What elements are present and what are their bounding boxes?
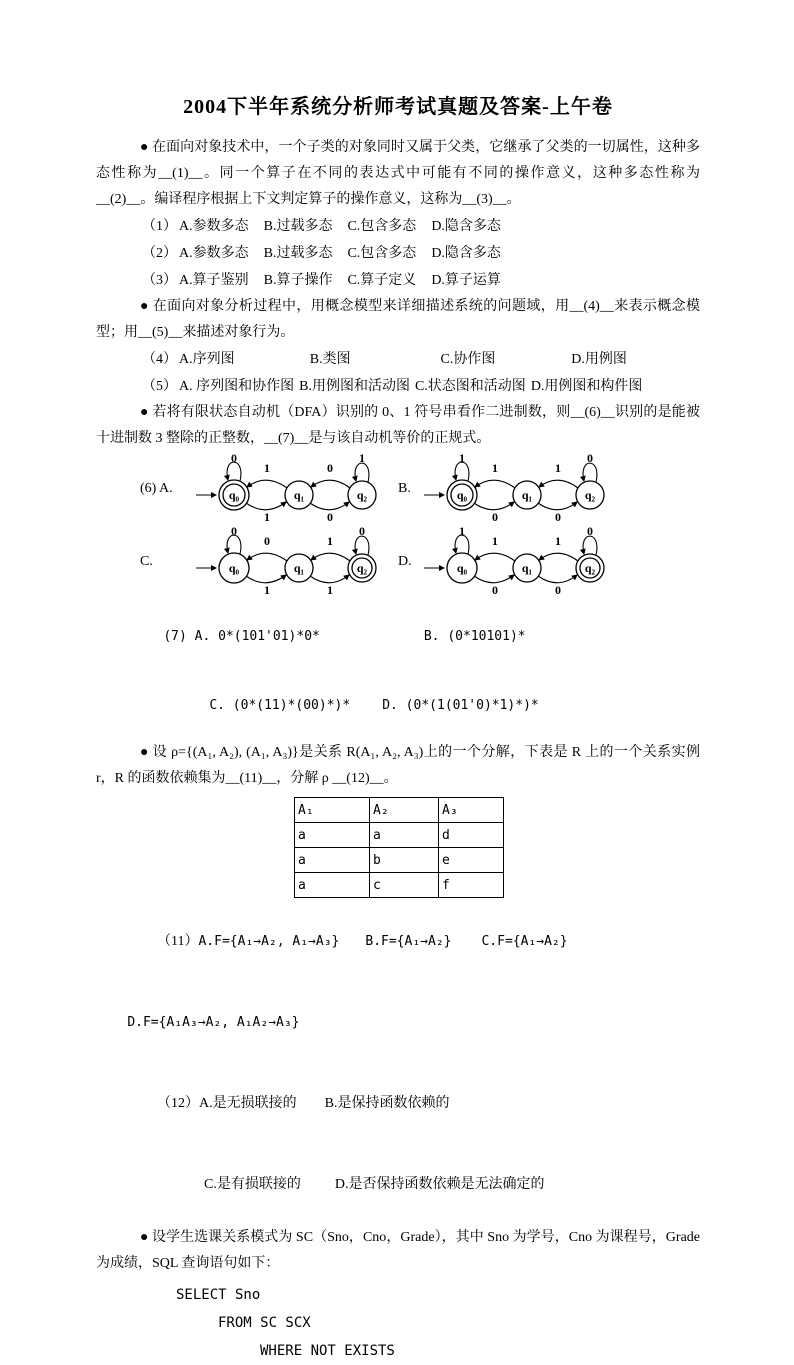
dfa-row-2 [96,526,700,598]
edge-label: 1 [555,461,561,475]
table-cell: a [295,848,370,873]
option-item-c: C.协作图 [440,352,496,367]
option-label: （2） [142,246,177,261]
options-row-q11 [96,901,700,982]
table-cell: a [295,823,370,848]
edge-label: 0 [492,510,498,524]
table-cell: b [370,848,439,873]
edge-label: 0 [555,510,561,524]
dfa-row-1 [96,453,700,525]
option-item-a: A.F={A₁→A₂, A₁→A₃} [198,934,340,949]
option-item-a: A.参数多态 [179,246,249,261]
options-row-q1 [96,213,700,240]
option-item-a: A.参数多态 [179,219,249,234]
options-row-q12-line1 [96,1063,700,1144]
table-cell: d [439,823,504,848]
page-title: 2004下半年系统分析师考试真题及答案-上午卷 [183,96,613,118]
option-item-d: D.F={A₁A₃→A₂, A₁A₂→A₃} [127,1015,300,1030]
state-label: q₂ [356,488,368,502]
option-item-a: A.算子鉴别 [179,273,249,288]
edge-label: 1 [264,510,270,524]
edge-label: 1 [327,583,333,597]
table-row [295,873,504,898]
question-1-3-paragraph: ● 在面向对象技术中，一个子类的对象同时又属于父类，它继承了父类的一切属性，这种多态性称为__(1)__。同一个算子在不同的表达式中可能有不同的操作意义，这种多态性称为__(2)__。编译程序根据上下文判定算子的操作意义，这称为__(3)__。 [96,140,700,207]
sc-schema-paragraph: ● 设学生选课关系模式为 SC（Sno，Cno，Grade），其中 Sno 为学号，Cno 为课程号，Grade 为成绩，SQL 查询语句如下： [96,1230,700,1271]
edge-label: 1 [555,534,561,548]
edge-label: 0 [231,524,237,538]
edge-label: 1 [264,461,270,475]
edge-label: 1 [492,461,498,475]
edge-label: 0 [327,461,333,475]
state-label: q₀ [456,488,468,502]
option-item-d: D.隐含多态 [431,246,501,261]
option-item-c: C.是有损联接的 [204,1177,301,1192]
option-item-b: B. (0*10101)* [423,629,526,644]
dfa-option-label-c: C. [140,554,153,569]
edge-label: 1 [459,524,465,538]
state-label: q₁ [521,488,533,502]
header-cell: A₃ [439,798,504,823]
state-label: q₁ [293,488,305,502]
table-cell: f [439,873,504,898]
option-item-d: D.是否保持函数依赖是无法确定的 [334,1177,545,1192]
options-row-q7-line1 [96,602,700,671]
option-item-c: C.算子定义 [347,273,417,288]
options-row-q2 [96,240,700,267]
state-label: q₀ [228,561,240,575]
option-item-d: D.用例图 [571,352,627,367]
state-label: q₂ [584,488,596,502]
option-item-b: B.算子操作 [263,273,333,288]
option-label: （11） [157,934,199,949]
question-11-12-paragraph: ● 设 ρ={(A₁, A₂), (A₁, A₃)}是关系 R(A₁, A₂, A₃)上的一个分解，下表是 R 上的一个关系实例 r，R 的函数依赖集为__(11)__，分解 ρ __(12)__。 [96,745,700,786]
dfa-diagram-c [194,526,390,598]
table-cell: e [439,848,504,873]
table-header-row [295,798,504,823]
dfa-diagram-b [422,453,618,525]
option-item-b: B.过载多态 [263,246,333,261]
state-label: q₂ [584,561,596,575]
option-item-a: A. 序列图和协作图 [179,379,295,394]
option-item-b: B.用例图和活动图 [299,379,410,394]
sql-line-select: SELECT Sno [176,1287,261,1303]
edge-label: 1 [492,534,498,548]
state-label: q₂ [356,561,368,575]
option-label: （5） [142,379,177,394]
header-cell: A₂ [370,798,439,823]
option-item-d: D.用例图和构件图 [530,379,643,394]
option-item-b: B.过载多态 [263,219,333,234]
edge-label: 1 [359,451,365,465]
edge-label: 0 [587,524,593,538]
question-4-5-paragraph: ● 在面向对象分析过程中，用概念模型来详细描述系统的问题域，用__(4)__来表示概念模型；用__(5)__来描述对象行为。 [96,299,700,340]
edge-label: 1 [327,534,333,548]
dfa-option-label-d: D. [398,554,412,569]
question-6-7-paragraph: ● 若将有限状态自动机（DFA）识别的 0、1 符号串看作二进制数，则__(6)__识别的是能被十进制数 3 整除的正整数，__(7)__是与该自动机等价的正规式。 [96,405,700,446]
option-item-a: A.序列图 [179,352,235,367]
state-label: q₀ [456,561,468,575]
edge-label: 0 [359,524,365,538]
option-item-c: C.包含多态 [347,246,417,261]
edge-label: 0 [231,451,237,465]
state-label: q₁ [521,561,533,575]
options-row-q4 [96,346,700,373]
edge-label: 0 [327,510,333,524]
edge-label: 1 [264,583,270,597]
sql-line-where: WHERE NOT EXISTS [260,1343,395,1359]
option-label: （3） [142,273,177,288]
table-cell: a [295,873,370,898]
option-item-b: B.类图 [309,352,351,367]
table-row [295,823,504,848]
table-cell: a [370,823,439,848]
dfa-diagram-d [422,526,618,598]
edge-label: 0 [587,451,593,465]
table-row [295,848,504,873]
option-label: （1） [142,219,177,234]
option-item-d: D.算子运算 [431,273,501,288]
option-item-b: B.F={A₁→A₂} [365,934,452,949]
edge-label: 0 [492,583,498,597]
edge-label: 0 [555,583,561,597]
option-label: （4） [142,352,177,367]
dfa-option-label-b: B. [398,481,411,496]
option-item-a: (7) A. 0*(101'01)*0* [163,629,320,644]
option-item-c: C.F={A₁→A₂} [481,934,568,949]
options-row-q5 [96,373,700,400]
table-cell: c [370,873,439,898]
options-row-q3 [96,267,700,294]
option-item-d: D. (0*(1(01'0)*1)*)* [382,698,539,713]
dfa-diagram-a [194,453,390,525]
option-label: （12） [157,1096,199,1111]
option-item-c: C.状态图和活动图 [414,379,526,394]
dfa-option-label-a: (6) A. [140,481,173,496]
state-label: q₁ [293,561,305,575]
option-item-a: A.是无损联接的 [199,1096,297,1111]
option-item-d: D.隐含多态 [431,219,501,234]
sql-line-from: FROM SC SCX [218,1315,311,1331]
relation-instance-table [294,797,504,898]
option-item-c: C. (0*(11)*(00)*)* [209,698,351,713]
edge-label: 1 [459,451,465,465]
option-item-c: C.包含多态 [347,219,417,234]
options-row-q11-overflow [96,982,700,1063]
header-cell: A₁ [295,798,370,823]
option-item-b: B.是保持函数依赖的 [324,1096,450,1111]
edge-label: 0 [264,534,270,548]
options-row-q7-line2 [96,671,700,740]
state-label: q₀ [228,488,240,502]
options-row-q12-line2 [96,1144,700,1225]
